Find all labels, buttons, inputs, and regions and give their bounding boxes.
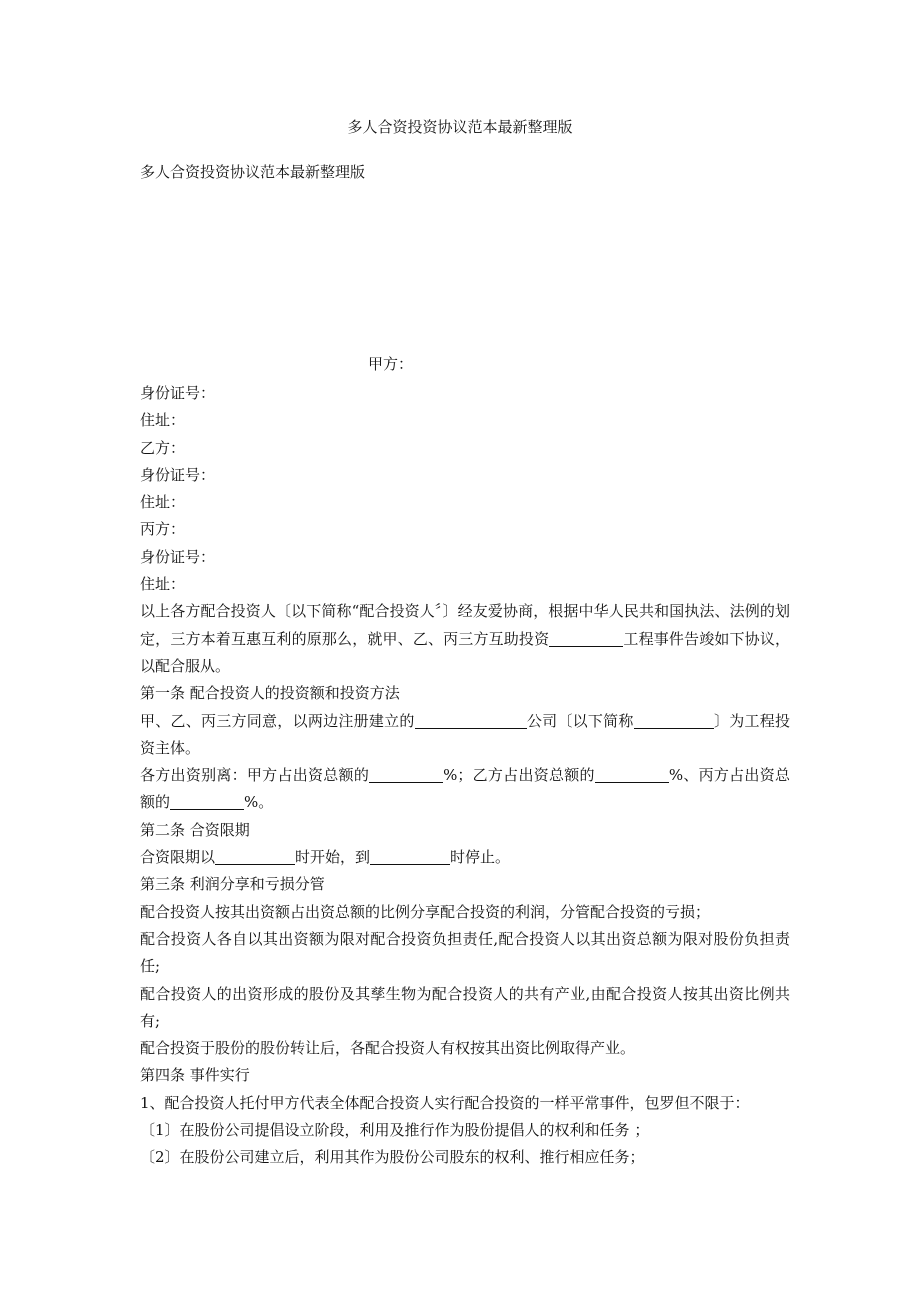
article-4-para-3: 〔2〕在股份公司建立后，利用其作为股份公司股东的权利、推行相应任务； <box>140 1148 645 1167</box>
party-b-address-label: 住址： <box>140 493 186 512</box>
article-1-para-2: 各方出资别离：甲方占出资总额的 %；乙方占出资总额的 %、丙方占出资总额的 %。 <box>140 766 790 812</box>
party-a-share-blank <box>369 767 443 783</box>
intro-paragraph: 以上各方配合投资人〔以下简称“配合投资人〞〕经友爱协商，根据中华人民共和国执法、法例的划定，三方本着互惠互利的原那么，就甲、乙、丙三方互助投资 工程事件告竣如下协议，以配合服从。 <box>140 602 790 675</box>
document-title: 多人合资投资协议范本最新整理版 <box>347 118 573 136</box>
article-3-para-3: 配合投资人的出资形成的股份及其孳生物为配合投资人的共有产业,由配合投资人按其出资比例共有; <box>140 984 790 1030</box>
party-c-label: 丙方： <box>140 520 186 539</box>
start-date-blank <box>215 849 295 865</box>
party-b-id-label: 身份证号： <box>140 465 216 484</box>
party-c-share-blank <box>170 794 244 810</box>
article-3-title: 第三条 利润分享和亏损分管 <box>140 875 325 894</box>
party-c-address-label: 住址： <box>140 575 186 594</box>
party-c-id-label: 身份证号： <box>140 547 216 566</box>
end-date-blank <box>370 849 450 865</box>
party-b-label: 乙方： <box>140 438 186 457</box>
company-name-blank <box>415 713 527 729</box>
document-body <box>140 380 790 1172</box>
article-4-title: 第四条 事件实行 <box>140 1066 250 1085</box>
company-short-name-blank <box>634 713 714 729</box>
project-blank <box>549 631 623 647</box>
article-3-para-4: 配合投资于股份的股份转让后，各配合投资人有权按其出资比例取得产业。 <box>140 1039 636 1058</box>
party-a-id-label: 身份证号： <box>140 384 216 402</box>
document-subtitle: 多人合资投资协议范本最新整理版 <box>140 163 366 181</box>
article-1-para-1: 甲、乙、丙三方同意，以两边注册建立的 公司〔以下简称 〕为工程投资主体。 <box>140 711 790 757</box>
article-2-title: 第二条 合资限期 <box>140 820 250 839</box>
party-a-label: 甲方： <box>368 355 414 373</box>
article-4-para-1: 1、配合投资人托付甲方代表全体配合投资人实行配合投资的一样平常事件，包罗但不限于： <box>140 1093 750 1112</box>
party-b-share-blank <box>595 767 669 783</box>
party-a-address-label: 住址： <box>140 411 186 430</box>
article-4-para-2: 〔1〕在股份公司提倡设立阶段，利用及推行作为股份提倡人的权利和任务 ； <box>140 1121 650 1140</box>
article-3-para-1: 配合投资人按其出资额占出资总额的比例分享配合投资的利润，分管配合投资的亏损； <box>140 902 711 921</box>
article-2-para-1: 合资限期以 时开始，到 时停止。 <box>140 848 511 867</box>
article-1-title: 第一条 配合投资人的投资额和投资方法 <box>140 684 400 703</box>
article-3-para-2: 配合投资人各自以其出资额为限对配合投资负担责任,配合投资人以其出资总额为限对股份负担责任; <box>140 929 790 976</box>
